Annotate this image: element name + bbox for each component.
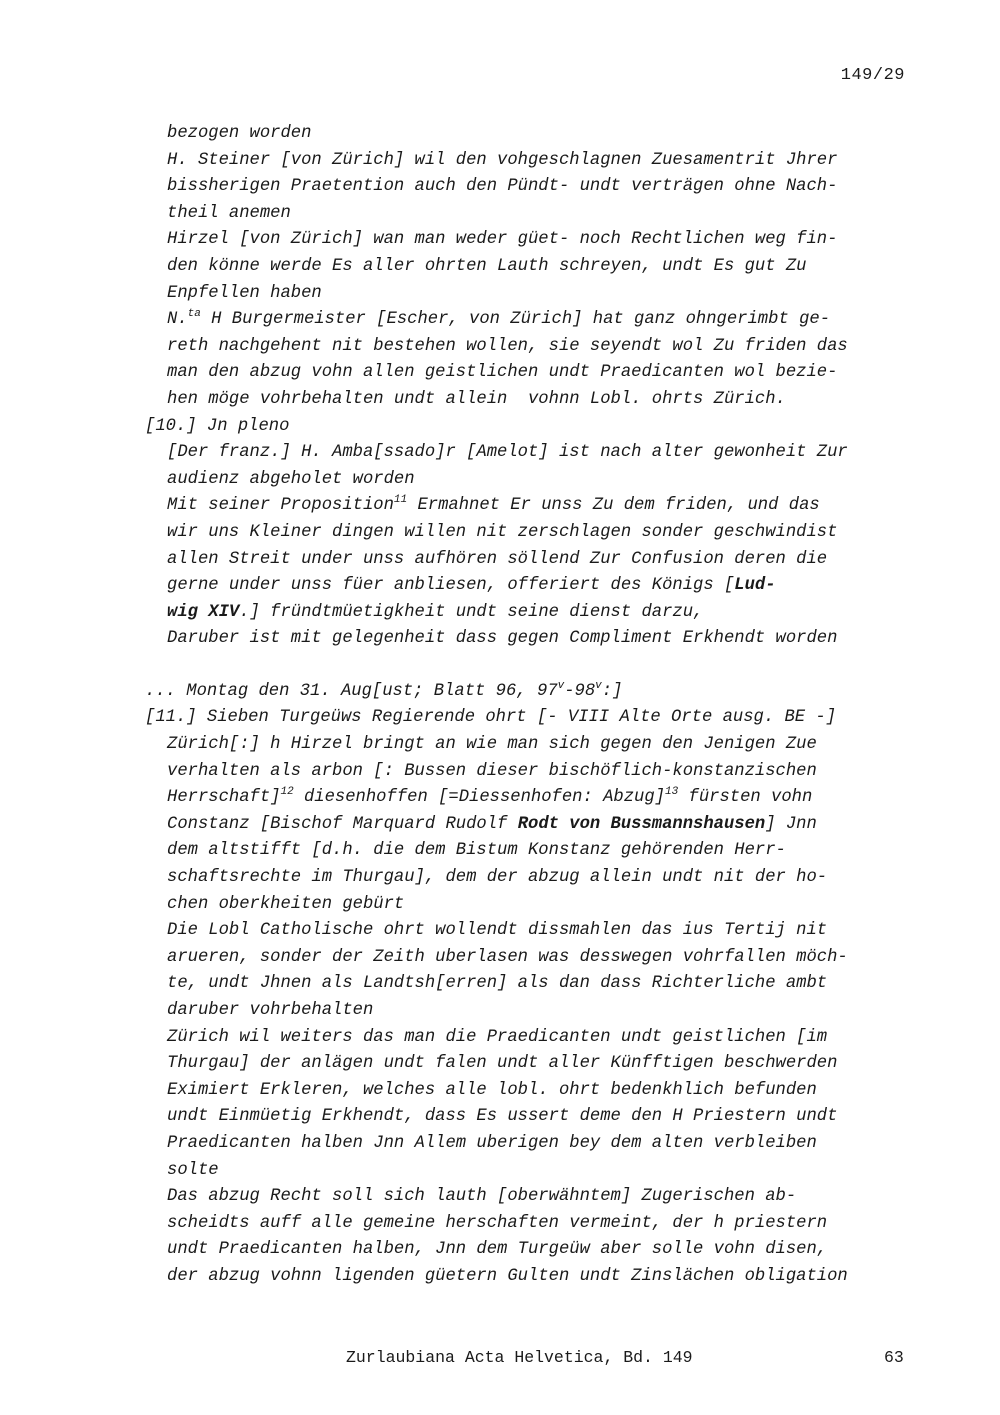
text-segment: te, undt Jhnen als Landtsh[erren] als dan dass Richterliche ambt	[167, 974, 828, 994]
text-segment: H. Steiner [von Zürich] wil den vohgeschlagnen Zuesamentrit Jhrer	[167, 150, 838, 170]
text-segment: hen möge vohrbehalten undt allein vohnn Lobl. ohrts Zürich.	[167, 389, 786, 409]
text-line	[145, 467, 925, 494]
text-segment: verhalten als arbon [: Bussen dieser bischöflich-konstanzischen	[167, 761, 817, 781]
text-line	[145, 971, 925, 998]
text-line	[145, 1051, 925, 1078]
text-segment: audienz abgeholet worden	[167, 469, 415, 489]
text-segment: bissherigen Praetention auch den Pündt- undt verträgen ohne Nach-	[167, 177, 838, 197]
text-segment: den könne werde Es aller ohrten Lauth schreyen, undt Es gut Zu	[167, 256, 807, 276]
footer-page-number: 63	[884, 1348, 904, 1367]
text-line	[145, 440, 925, 467]
text-line	[145, 1184, 925, 1211]
text-segment: Zürich wil weiters das man die Praedicanten undt geistlichen [im	[167, 1027, 828, 1047]
text-segment: Thurgau] der anlägen undt falen undt aller Künfftigen beschwerden	[167, 1054, 838, 1074]
text-line	[145, 1211, 925, 1238]
text-segment: dem altstifft [d.h. die dem Bistum Konstanz gehörenden Herr-	[167, 841, 786, 861]
text-line	[145, 1078, 925, 1105]
text-line	[145, 174, 925, 201]
text-line	[145, 892, 925, 919]
document-body	[145, 121, 925, 1291]
text-line	[145, 812, 925, 839]
text-segment: wir uns Kleiner dingen willen nit zerschlagen sonder geschwindist	[167, 522, 838, 542]
text-line	[145, 838, 925, 865]
footer-publication-title: Zurlaubiana Acta Helvetica, Bd. 149	[346, 1348, 693, 1367]
text-line	[145, 493, 925, 520]
text-segment: chen oberkheiten gebürt	[167, 894, 405, 914]
text-line	[145, 918, 925, 945]
text-segment: -98	[564, 681, 596, 701]
bold-name: Lud-	[734, 576, 776, 596]
text-line	[145, 573, 925, 600]
superscript: ta	[187, 308, 201, 321]
page-reference: 149/29	[840, 66, 905, 85]
text-line	[145, 387, 925, 414]
text-line	[145, 307, 925, 334]
superscript: 13	[664, 786, 679, 799]
bold-name: wig XIV	[167, 602, 240, 622]
text-segment: bezogen worden	[167, 124, 312, 143]
text-line	[145, 1158, 925, 1185]
text-line	[145, 785, 925, 812]
text-line	[145, 148, 925, 175]
text-line	[145, 998, 925, 1025]
text-line	[145, 281, 925, 308]
text-segment: Eximiert Erkleren, welches alle lobl. ohrt bedenkhlich befunden	[167, 1080, 817, 1100]
text-line	[145, 626, 925, 653]
text-line	[145, 1025, 925, 1052]
text-segment: diesenhoffen [=Diessenhofen: Abzug]	[293, 788, 665, 808]
text-segment: theil anemen	[167, 203, 291, 223]
superscript: 12	[280, 786, 294, 799]
superscript: 11	[393, 494, 408, 507]
text-segment: undt Einmüetig Erkhendt, dass Es ussert deme den H Priestern undt	[167, 1107, 838, 1127]
text-line	[145, 945, 925, 972]
text-segment: Daruber ist mit gelegenheit dass gegen Compliment Erkhendt worden	[167, 629, 838, 649]
text-segment: N.	[167, 310, 188, 330]
text-segment: [11.] Sieben Turgeüws Regierende ohrt [- VIII Alte Orte ausg. BE -]	[145, 708, 837, 728]
text-segment: Mit seiner Proposition	[167, 496, 394, 516]
text-line	[145, 547, 925, 574]
text-line	[145, 705, 925, 732]
text-segment: Praedicanten halben Jnn Allem uberigen bey dem alten verbleiben	[167, 1133, 817, 1153]
text-segment: H Burgermeister [Escher, von Zürich] hat ganz ohngerimbt ge-	[200, 310, 831, 330]
text-line	[145, 254, 925, 281]
text-segment: Die Lobl Catholische ohrt wollendt dissmahlen das ius Tertij nit	[167, 921, 828, 941]
text-segment: :]	[601, 681, 623, 701]
text-line	[145, 679, 925, 706]
text-line	[145, 360, 925, 387]
text-segment: schaftsrechte im Thurgau], dem der abzug allein undt nit der ho-	[167, 868, 828, 888]
text-segment: man den abzug vohn allen geistlichen undt Praedicanten wol bezie-	[167, 363, 838, 383]
text-segment: Das abzug Recht soll sich lauth [oberwähntem] Zugerischen ab-	[167, 1187, 797, 1207]
superscript: v	[557, 679, 565, 692]
text-segment: .] fründtmüetigkheit undt seine dienst darzu,	[239, 602, 704, 622]
text-line	[145, 1264, 925, 1291]
text-line	[145, 334, 925, 361]
text-line	[145, 1237, 925, 1264]
text-segment: der abzug vohnn ligenden güetern Gulten undt Zinslächen obligation	[167, 1266, 848, 1286]
bold-name: Rodt von Bussmannshausen	[517, 814, 766, 834]
text-segment: Zürich[:] h Hirzel bringt an wie man sich gegen den Jenigen Zue	[167, 735, 817, 755]
text-line	[145, 414, 925, 441]
text-line	[145, 1104, 925, 1131]
text-segment: ... Montag den 31. Aug[ust; Blatt 96, 97	[145, 681, 558, 701]
text-line	[145, 121, 925, 148]
text-segment: arueren, sonder der Zeith uberlasen was desswegen vohrfallen möch-	[167, 947, 848, 967]
text-line	[145, 227, 925, 254]
text-segment: daruber vohrbehalten	[167, 1001, 374, 1020]
paragraph-gap	[145, 653, 925, 679]
text-segment: reth nachgehent nit bestehen wollen, sie seyendt wol Zu friden das	[167, 336, 848, 356]
text-segment: undt Praedicanten halben, Jnn dem Turgeüw aber solle vohn disen,	[167, 1240, 828, 1260]
text-line	[145, 201, 925, 228]
text-segment: Ermahnet Er unss Zu dem friden, und das	[407, 496, 820, 516]
text-segment: allen Streit under unss aufhören söllend Zur Confusion deren die	[167, 549, 828, 569]
text-segment: ] Jnn	[765, 814, 817, 834]
superscript: v	[595, 679, 602, 692]
text-segment: Hirzel [von Zürich] wan man weder güet- noch Rechtlichen weg fin-	[167, 230, 838, 250]
text-segment: [10.] Jn pleno	[145, 416, 290, 436]
text-segment: Enpfellen haben	[167, 283, 322, 303]
text-line	[145, 732, 925, 759]
text-line	[145, 759, 925, 786]
text-line	[145, 1131, 925, 1158]
text-line	[145, 865, 925, 892]
text-segment: gerne under unss füer anbliesen, offeriert des Königs [	[167, 576, 735, 596]
text-segment: fürsten vohn	[678, 788, 813, 808]
text-line	[145, 520, 925, 547]
text-segment: [Der franz.] H. Amba[ssado]r [Amelot] ist nach alter gewonheit Zur	[167, 443, 848, 463]
text-line	[145, 600, 925, 627]
text-segment: Herrschaft]	[167, 788, 281, 808]
text-segment: scheidts auff alle gemeine herschaften vermeint, der h priestern	[167, 1213, 828, 1233]
text-segment: solte	[167, 1160, 219, 1180]
text-segment: Constanz [Bischof Marquard Rudolf	[167, 814, 518, 834]
